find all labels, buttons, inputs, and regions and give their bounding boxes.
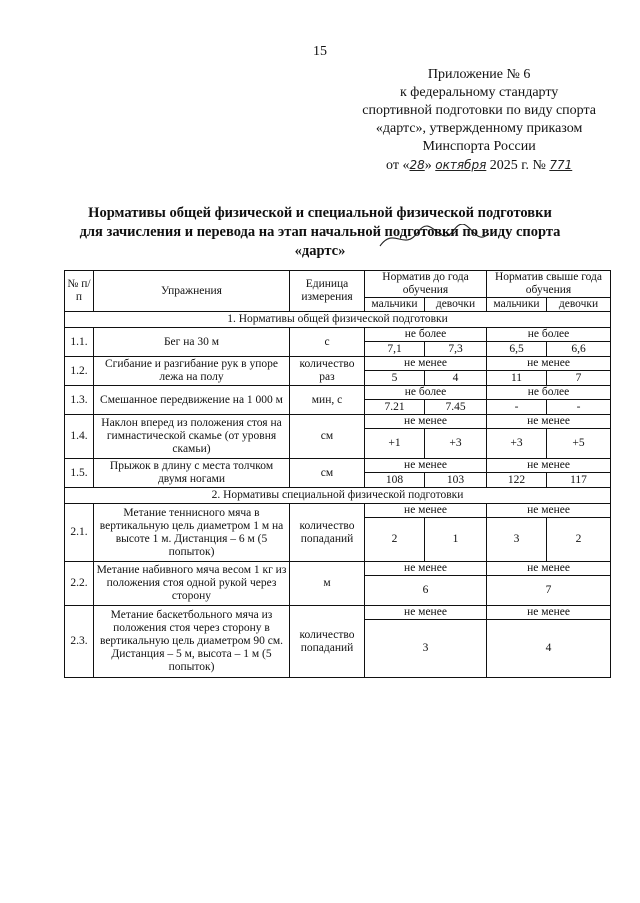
row-num: 1.2. [65, 357, 94, 386]
order-year: 2025 г. № [489, 158, 546, 173]
value-cell: 3 [365, 620, 487, 678]
title-line: «дартс» [294, 243, 346, 259]
row-unit: мин, с [290, 386, 365, 415]
title-line: Нормативы общей физической и специальной физической подготовки [88, 205, 552, 221]
comparator: не более [365, 328, 487, 342]
comparator: не менее [487, 606, 611, 620]
row-exercise: Сгибание и разгибание рук в упоре лежа на полу [94, 357, 290, 386]
value-cell: 1 [425, 518, 487, 562]
document-title [40, 204, 600, 261]
row-unit: количество попаданий [290, 504, 365, 562]
header-boys: мальчики [365, 298, 425, 312]
comparator: не менее [365, 562, 487, 576]
header-boys: мальчики [487, 298, 547, 312]
value-cell: 6,5 [487, 342, 547, 357]
row-exercise: Наклон вперед из положения стоя на гимнастической скамье (от уровня скамьи) [94, 415, 290, 459]
value-cell: - [487, 400, 547, 415]
value-cell: 117 [547, 473, 611, 488]
value-cell: +3 [487, 429, 547, 459]
value-cell: 5 [365, 371, 425, 386]
row-num: 1.1. [65, 328, 94, 357]
value-cell: 7,1 [365, 342, 425, 357]
row-unit: см [290, 459, 365, 488]
comparator: не более [487, 386, 611, 400]
order-day: 28 [409, 158, 425, 172]
comparator: не менее [487, 357, 611, 371]
row-exercise: Смешанное передвижение на 1 000 м [94, 386, 290, 415]
row-unit: с [290, 328, 365, 357]
order-month: октября [435, 158, 487, 172]
header-girls: девочки [547, 298, 611, 312]
comparator: не более [487, 328, 611, 342]
appendix-block [362, 66, 596, 175]
value-cell: 7 [547, 371, 611, 386]
row-unit: м [290, 562, 365, 606]
value-cell: 108 [365, 473, 425, 488]
order-line [362, 156, 596, 175]
row-unit: количество попаданий [290, 606, 365, 678]
page-number: 15 [313, 44, 327, 59]
value-cell: 6,6 [547, 342, 611, 357]
value-cell: 4 [425, 371, 487, 386]
row-exercise: Прыжок в длину с места толчком двумя ногами [94, 459, 290, 488]
header-girls: девочки [425, 298, 487, 312]
comparator: не более [365, 386, 487, 400]
value-cell: +1 [365, 429, 425, 459]
value-cell: 122 [487, 473, 547, 488]
value-cell: +3 [425, 429, 487, 459]
row-exercise: Метание набивного мяча весом 1 кг из положения стоя одной рукой через сторону [94, 562, 290, 606]
value-cell: 6 [365, 576, 487, 606]
value-cell: 3 [487, 518, 547, 562]
comparator: не менее [365, 357, 487, 371]
value-cell: 2 [547, 518, 611, 562]
section-heading: 1. Нормативы общей физической подготовки [65, 312, 611, 328]
value-cell: 4 [487, 620, 611, 678]
appendix-line: Минспорта России [422, 139, 536, 154]
row-unit: количество раз [290, 357, 365, 386]
value-cell: 7,3 [425, 342, 487, 357]
norms-table [64, 270, 611, 678]
value-cell: - [547, 400, 611, 415]
row-exercise: Бег на 30 м [94, 328, 290, 357]
order-mid: » [424, 158, 432, 173]
row-num: 1.3. [65, 386, 94, 415]
value-cell: 11 [487, 371, 547, 386]
comparator: не менее [365, 459, 487, 473]
value-cell: 7 [487, 576, 611, 606]
comparator: не менее [487, 459, 611, 473]
comparator: не менее [487, 415, 611, 429]
row-exercise: Метание баскетбольного мяча из положения стоя через сторону в вертикальную цель диаметром 90 см. Дистанция – 5 м, высота – 1 м (5 попыток) [94, 606, 290, 678]
value-cell: 2 [365, 518, 425, 562]
row-num: 2.1. [65, 504, 94, 562]
comparator: не менее [365, 606, 487, 620]
value-cell: 7.45 [425, 400, 487, 415]
header-up-to-year: Норматив до года обучения [365, 271, 487, 298]
appendix-line: спортивной подготовки по виду спорта [362, 103, 596, 118]
header-exercise: Упражнения [94, 271, 290, 312]
value-cell: +5 [547, 429, 611, 459]
order-prefix: от « [386, 158, 410, 173]
value-cell: 103 [425, 473, 487, 488]
comparator: не менее [365, 504, 487, 518]
row-num: 1.4. [65, 415, 94, 459]
section-heading: 2. Нормативы специальной физической подготовки [65, 488, 611, 504]
header-over-year: Норматив свыше года обучения [487, 271, 611, 298]
appendix-line: к федеральному стандарту [399, 85, 559, 100]
row-num: 1.5. [65, 459, 94, 488]
value-cell: 7.21 [365, 400, 425, 415]
appendix-line: «дартс», утвержденному приказом [375, 121, 583, 136]
appendix-title: Приложение № 6 [427, 67, 531, 82]
row-num: 2.2. [65, 562, 94, 606]
order-number: 771 [549, 158, 573, 172]
row-num: 2.3. [65, 606, 94, 678]
header-unit: Единица измерения [290, 271, 365, 312]
header-num: № п/п [65, 271, 94, 312]
comparator: не менее [365, 415, 487, 429]
title-line: для зачисления и перевода на этап начальной подготовки по виду спорта [79, 224, 561, 240]
comparator: не менее [487, 562, 611, 576]
row-unit: см [290, 415, 365, 459]
comparator: не менее [487, 504, 611, 518]
row-exercise: Метание теннисного мяча в вертикальную цель диаметром 1 м на высоте 1 м. Дистанция – 6 м (5 попыток) [94, 504, 290, 562]
